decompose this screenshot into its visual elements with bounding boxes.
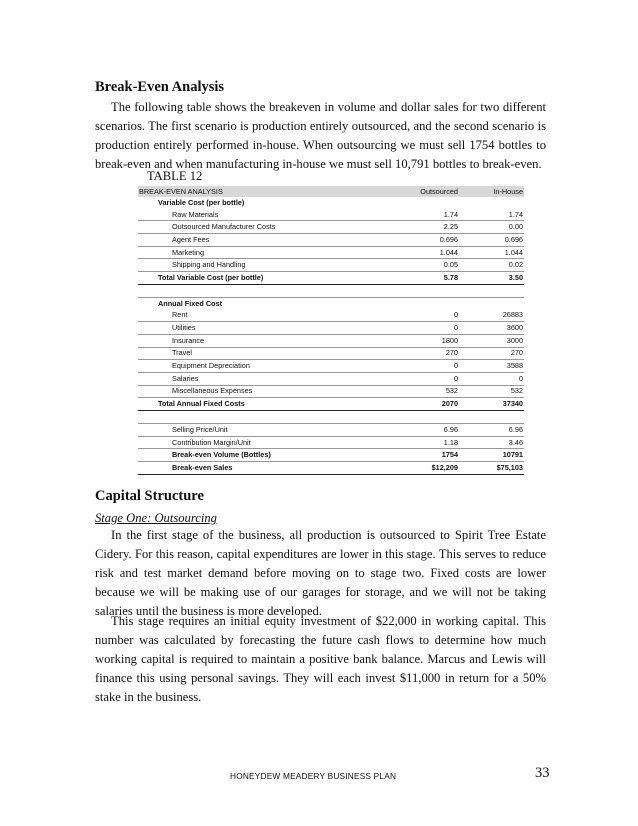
row-outsourced: 532	[387, 385, 459, 398]
row-label: Marketing	[138, 246, 387, 259]
row-inhouse: 6.96	[459, 424, 524, 437]
row-outsourced: 0.05	[387, 259, 459, 272]
table-row	[138, 385, 524, 398]
table-row	[138, 209, 524, 221]
capital-heading: Capital Structure	[95, 488, 204, 504]
row-outsourced: 2.25	[387, 221, 459, 234]
variable-cost-title-row	[138, 197, 524, 209]
spacer-row	[138, 284, 524, 297]
row-label: Raw Materials	[138, 209, 387, 221]
breakeven-heading: Break-Even Analysis	[95, 79, 225, 95]
table-row	[138, 360, 524, 373]
breakeven-sales-row	[138, 462, 524, 475]
row-outsourced: 0	[387, 372, 459, 385]
spacer-row	[138, 411, 524, 424]
row-label: Rent	[138, 310, 387, 322]
row-label: Utilities	[138, 322, 387, 335]
row-label: Salaries	[138, 372, 387, 385]
row-label: Insurance	[138, 334, 387, 347]
page-number: 33	[535, 765, 550, 781]
row-label: Miscellaneous Expenses	[138, 385, 387, 398]
fixed-total-label: Total Annual Fixed Costs	[138, 398, 387, 411]
row-inhouse: 26883	[459, 310, 524, 322]
row-label: Contribution Margin/Unit	[138, 436, 387, 449]
table-header-inhouse: In-House	[459, 186, 524, 197]
table-header-row	[138, 186, 524, 197]
table-row	[138, 424, 524, 437]
stage-one-title: Stage One: Outsourcing	[95, 511, 217, 525]
table-row	[138, 334, 524, 347]
row-inhouse: 3600	[459, 322, 524, 335]
row-inhouse: 3.46	[459, 436, 524, 449]
breakeven-volume-row	[138, 449, 524, 462]
variable-total-outsourced: 5.78	[387, 272, 459, 285]
row-label: Agent Fees	[138, 234, 387, 247]
breakeven-paragraph: The following table shows the breakeven in volume and dollar sales for two different scenarios. The first scenario is production entirely outsourced, and the second scenario is production entirely performed in-house. When outsourcing we must sell 1754 bottles to break-even and when manufacturing in-house we must sell 10,791 bottles to break-even.	[95, 100, 546, 171]
fixed-cost-title: Annual Fixed Cost	[158, 298, 223, 308]
row-outsourced: 0.696	[387, 234, 459, 247]
row-inhouse: 0.696	[459, 234, 524, 247]
variable-cost-title: Variable Cost (per bottle)	[158, 197, 245, 207]
row-inhouse: 1.044	[459, 246, 524, 259]
row-outsourced: 0	[387, 360, 459, 373]
row-label: Equipment Depreciation	[138, 360, 387, 373]
row-outsourced: 1754	[387, 449, 459, 462]
row-outsourced: 0	[387, 310, 459, 322]
table-header-outsourced: Outsourced	[387, 186, 459, 197]
table-row	[138, 372, 524, 385]
fixed-total-row	[138, 398, 524, 411]
row-outsourced: 1.18	[387, 436, 459, 449]
capital-paragraph-2: This stage requires an initial equity investment of $22,000 in working capital. This number was calculated by forecasting the future cash flows to determine how much working capital is required to maintain a positive bank balance. Marcus and Lewis will finance this using personal savings. They will each invest $11,000 in return for a 50% stake in the business.	[95, 614, 546, 704]
row-inhouse: $75,103	[459, 462, 524, 475]
table-row	[138, 259, 524, 272]
fixed-total-inhouse: 37340	[459, 398, 524, 411]
table-row	[138, 221, 524, 234]
table-row	[138, 436, 524, 449]
row-inhouse: 3588	[459, 360, 524, 373]
row-inhouse: 532	[459, 385, 524, 398]
row-outsourced: 1.044	[387, 246, 459, 259]
variable-total-row	[138, 272, 524, 285]
row-inhouse: 10791	[459, 449, 524, 462]
row-label: Break-even Volume (Bottles)	[138, 449, 387, 462]
row-label: Shipping and Handling	[138, 259, 387, 272]
table-row	[138, 347, 524, 360]
row-label: Break-even Sales	[138, 462, 387, 475]
table-row	[138, 310, 524, 322]
row-inhouse: 0.00	[459, 221, 524, 234]
fixed-total-outsourced: 2070	[387, 398, 459, 411]
footer-title: HONEYDEW MEADERY BUSINESS PLAN	[230, 771, 397, 781]
variable-total-label: Total Variable Cost (per bottle)	[138, 272, 387, 285]
row-outsourced: $12,209	[387, 462, 459, 475]
capital-paragraph-1: In the first stage of the business, all production is outsourced to Spirit Tree Estate Cidery. For this reason, capital expenditures are lower in this stage. This serves to reduce risk and test market demand before moving on to stage two. Fixed costs are lower because we will be making use of our garages for storage, and we will not be taking salaries until the business is more developed.	[95, 528, 546, 618]
variable-total-inhouse: 3.50	[459, 272, 524, 285]
row-label: Travel	[138, 347, 387, 360]
table-row	[138, 246, 524, 259]
breakeven-table	[138, 186, 524, 475]
row-outsourced: 1.74	[387, 209, 459, 221]
row-inhouse: 0	[459, 372, 524, 385]
table-header-label: BREAK-EVEN ANALYSIS	[138, 186, 387, 197]
row-outsourced: 6.96	[387, 424, 459, 437]
table-caption: TABLE 12	[147, 169, 203, 183]
row-label: Outsourced Manufacturer Costs	[138, 221, 387, 234]
row-outsourced: 1800	[387, 334, 459, 347]
fixed-cost-title-row	[138, 297, 524, 309]
row-inhouse: 270	[459, 347, 524, 360]
table-row	[138, 234, 524, 247]
row-inhouse: 0.02	[459, 259, 524, 272]
row-outsourced: 270	[387, 347, 459, 360]
row-outsourced: 0	[387, 322, 459, 335]
table-row	[138, 322, 524, 335]
row-label: Selling Price/Unit	[138, 424, 387, 437]
row-inhouse: 1.74	[459, 209, 524, 221]
row-inhouse: 3000	[459, 334, 524, 347]
